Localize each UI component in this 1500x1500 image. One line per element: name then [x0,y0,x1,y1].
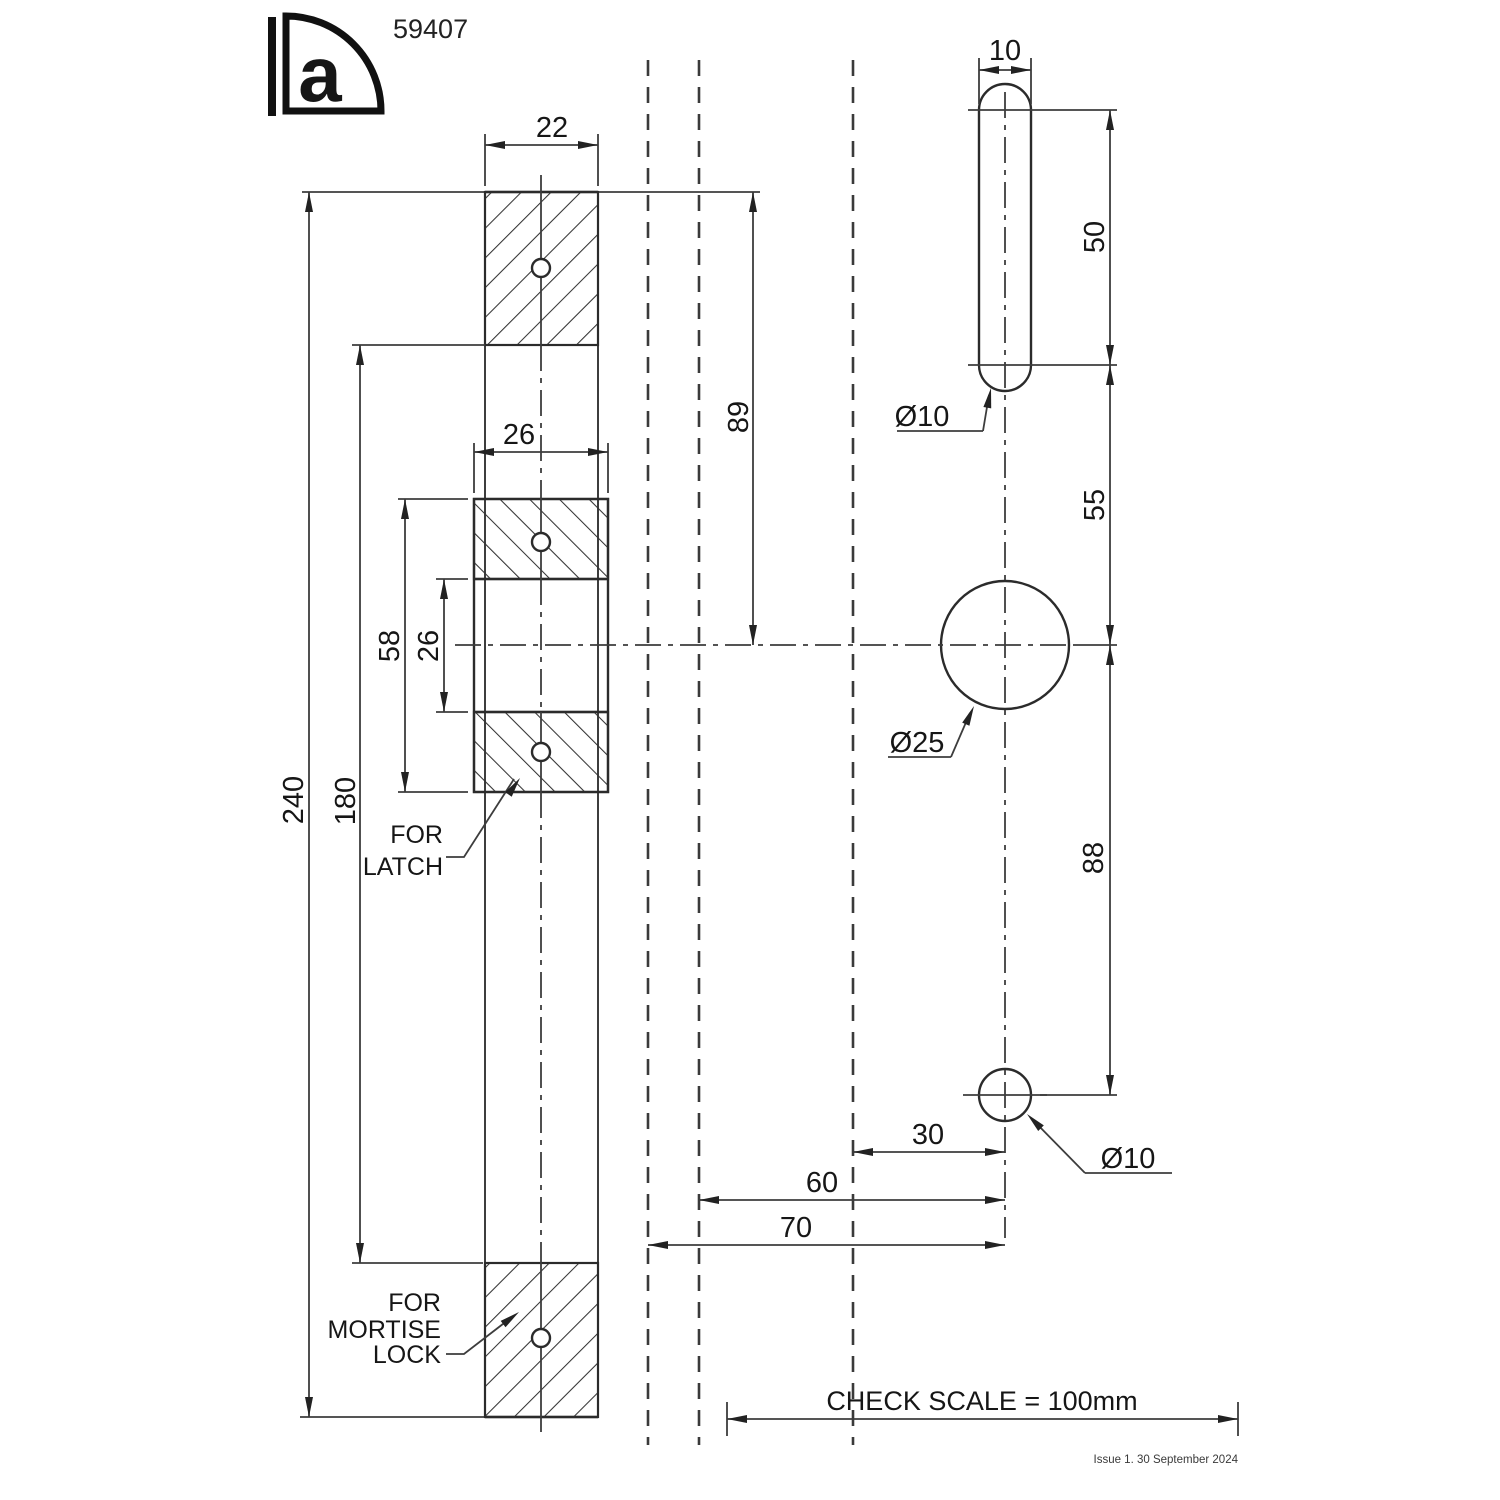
dim-label-240: 240 [278,775,310,825]
latch-label-line2: LATCH [362,853,443,881]
latch-label-line1: FOR [390,821,443,849]
check-scale [727,1386,1238,1436]
dim-label-50: 50 [1079,220,1111,254]
dia-label-hole: Ø10 [1100,1143,1156,1175]
dim-label-70: 70 [779,1212,813,1244]
dim-label-180: 180 [330,776,362,826]
callout-hole-diameter [1027,1114,1172,1175]
logo-letter: a [298,30,342,118]
issue-note: Issue 1. 30 September 2024 [1093,1454,1238,1466]
dim-label-58: 58 [374,629,406,663]
dim-label-22: 22 [535,112,569,144]
callout-slot-diameter [895,388,992,433]
label-for-latch [363,778,520,881]
dim-label-55: 55 [1079,488,1111,522]
dimension-240 [278,192,313,1417]
dim-label-88: 88 [1078,841,1110,875]
brand-logo [272,16,381,118]
screw-hole [532,259,550,277]
dim-label-10: 10 [988,35,1022,67]
dim-label-30: 30 [911,1119,945,1151]
dim-label-89: 89 [723,400,755,434]
door-reference-lines [648,60,853,1445]
dia-label-slot: Ø10 [894,401,950,433]
dimension-180 [330,345,485,1263]
dim-label-60: 60 [805,1167,839,1199]
mortise-label-line3: LOCK [372,1341,441,1369]
callout-spindle-diameter [888,706,974,759]
dim-label-26-cutout: 26 [413,629,445,663]
side-view-plate [300,192,760,1417]
dim-label-26-width: 26 [502,419,536,451]
mortise-label-line2: MORTISE [327,1316,441,1344]
dia-label-spindle: Ø25 [889,727,945,759]
check-scale-label: CHECK SCALE = 100mm [826,1386,1138,1416]
screw-hole [532,743,550,761]
dimension-22 [485,112,598,186]
dimension-70 [648,1212,1005,1249]
screw-hole [532,1329,550,1347]
dimension-30 [853,1119,1005,1156]
dimension-89 [723,192,757,645]
screw-hole [532,533,550,551]
mortise-label-line1: FOR [388,1289,441,1317]
part-number: 59407 [393,14,469,44]
